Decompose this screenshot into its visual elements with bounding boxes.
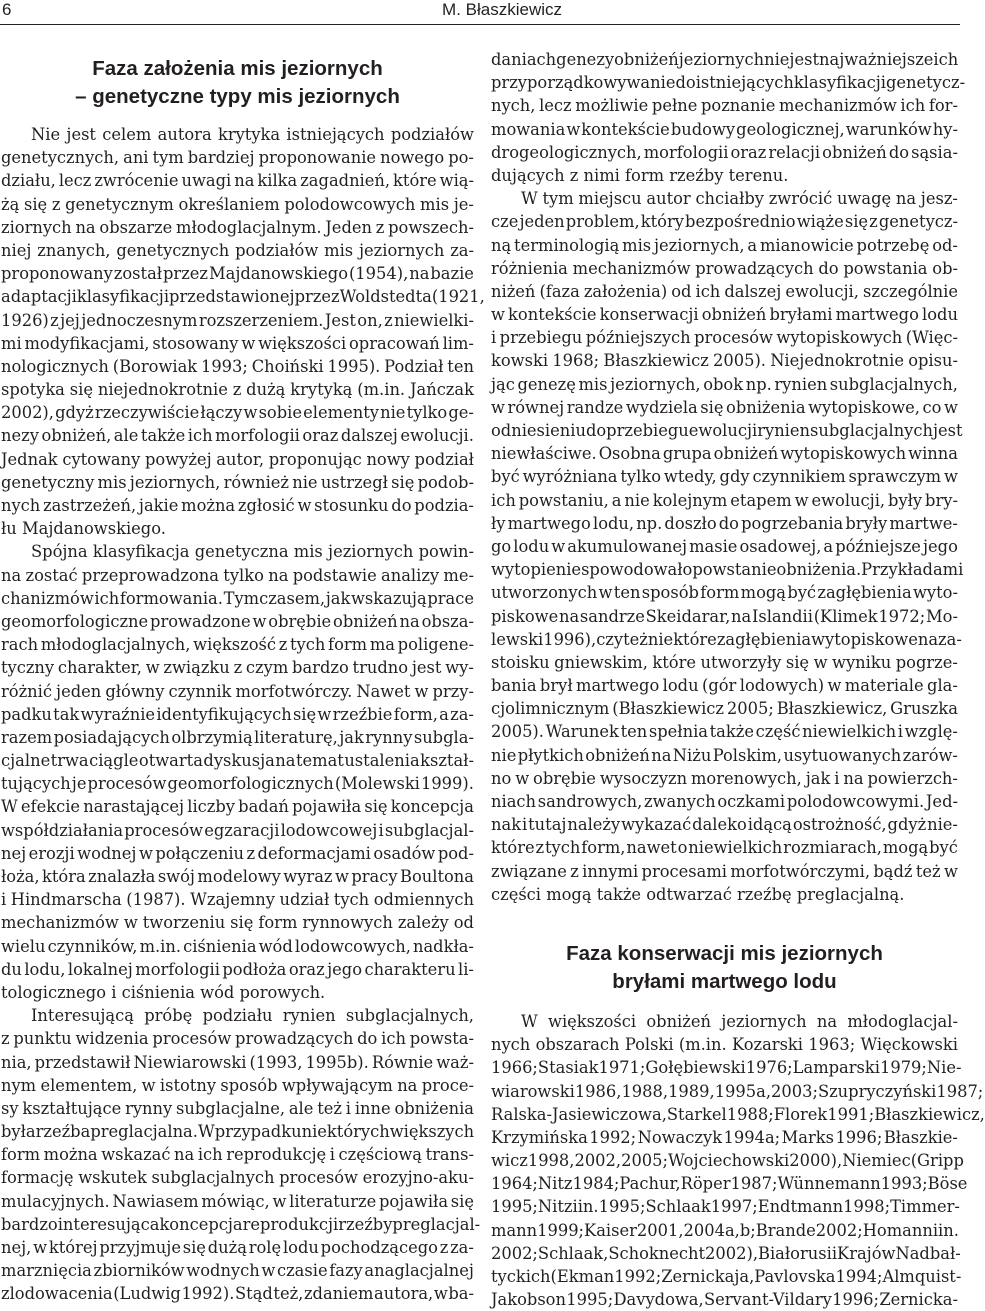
text-line: wielu czynników, m.in. ciśnienia wód lodowcowych, nadkła-: [1, 936, 474, 956]
text-line: razem posiadających olbrzymią literaturę, jak rynny subgla-: [1, 727, 474, 747]
text-line: Jakobson 1995; Davydowa, Servant-Vildary 1996; Zernicka-: [491, 1290, 958, 1310]
text-line: kowski 1968; Błaszkiewicz 2005). Niejednokrotnie opisu-: [491, 351, 958, 371]
text-line: które z tych form, nawet o niewielkich rozmiarach, mogą być: [491, 838, 958, 858]
text-line: związane z innymi procesami morfotwórczymi, bądź też w: [491, 861, 958, 881]
text-line: tujących je procesów geomorfologicznych (Molewski 1999).: [1, 774, 474, 794]
heading-line: – genetyczne typy mis jeziornych: [75, 85, 400, 108]
text-line: dujących z nimi form rzeźby terenu.: [491, 165, 789, 185]
text-line: tyczny charakter, w związku z czym bardzo trudno jest wy-: [1, 658, 474, 678]
text-line: cze jeden problem, który bezpośrednio wiąże się z genetycz-: [491, 212, 958, 232]
text-line: W efekcie narastającej liczby badań pojawiła się koncepcja: [1, 797, 474, 817]
text-line: tologicznego i ciśnienia wód porowych.: [1, 982, 326, 1002]
text-line: zlodowacenia (Ludwig 1992). Stąd też, zdaniem autora, w ba-: [1, 1284, 474, 1304]
text-line: go lodu w akumulowanej masie osadowej, a późniejsze jego: [491, 536, 958, 556]
text-line: niżeń (faza założenia) od ich dalszej ewolucji, szczególnie: [491, 281, 958, 301]
text-line: Nie jest celem autora krytyka istniejących podziałów: [31, 125, 474, 144]
text-line: 1995; Nitz i in. 1995; Schlaak 1997; Endtmann 1998; Timmer-: [491, 1197, 960, 1217]
text-line: i przebiegu późniejszych procesów wytopiskowych (Więc-: [491, 328, 958, 348]
text-line: nym elementem, w istotny sposób wpływającym na proce-: [1, 1075, 474, 1095]
text-line: utworzonych w ten sposób form mogą być zagłębienia wyto-: [491, 583, 958, 603]
text-line: lewski 1996), czy też niektóre zagłębienia wytopiskowe na za-: [491, 629, 962, 649]
text-line: genetycznych, ani tym bardziej proponowanie nowego po-: [1, 148, 474, 168]
text-line: 1926) z jej jednoczesnym rozszerzeniem. Jest on, z niewielki-: [1, 310, 474, 330]
text-line: nej, w której przyjmuje się dużą rolę lodu pochodzącego z za-: [1, 1238, 474, 1257]
text-line: chanizmów ich formowania. Tymczasem, jak wskazują prace: [1, 588, 474, 608]
text-line: 1964; Nitz 1984; Pachur, Röper 1987; Wünnemann 1993; Böse: [491, 1174, 968, 1194]
text-line: nych obszarach Polski (m.in. Kozarski 1963; Więckowski: [491, 1035, 958, 1055]
right-body-text-bottom: [491, 1010, 985, 1311]
text-line: różnić jeden główny czynnik morfotwórczy. Nawet w przy-: [1, 681, 474, 701]
text-line: w kontekście konserwacji obniżeń bryłami martwego lodu: [491, 305, 958, 325]
text-line: niej znanych, genetycznych podziałów mis jeziornych za-: [1, 240, 474, 260]
text-line: przyporządkowywanie do istniejących klasyfikacji genetycz-: [491, 73, 966, 93]
text-line: mann 1999; Kaiser 2001, 2004a, b; Brande 2002; Homann i in.: [491, 1220, 959, 1240]
text-line: stoisku gniewskim, które utworzyły się w wyniku pogrze-: [491, 652, 958, 672]
left-body-text: [1, 123, 485, 1306]
text-line: sy kształtujące rynny subglacjalne, ale też i inne obniżenia: [1, 1098, 474, 1118]
text-line: proponowany został przez Majdanowskiego (1954), na bazie: [1, 264, 474, 284]
text-line: 2002), gdyż rzeczywiście łączy w sobie elementy nie tylko ge-: [1, 403, 474, 423]
text-line: była rzeźba preglacjalna. W przypadku niektórych większych: [1, 1122, 475, 1142]
text-line: być wyróżniana tylko wtedy, gdy czynnikiem sprawczym w: [491, 467, 958, 487]
text-line: geomorfologiczne prowadzone w obrębie obniżeń na obsza-: [1, 611, 474, 631]
text-line: Ralska-Jasiewiczowa, Starkel 1988; Florek 1991; Błaszkiewicz,: [491, 1104, 985, 1124]
text-line: ziornych na obszarze młodoglacjalnym. Jeden z powszech-: [1, 217, 474, 237]
text-line: rach młodoglacjalnych, większość z tych form ma poligene-: [1, 635, 474, 655]
text-line: daniach genezy obniżeń jeziornych nie jest najważniejsze ich: [491, 50, 959, 69]
text-line: nej erozji wodnej w połączeniu z deformacjami osadów pod-: [1, 843, 474, 863]
text-line: W tym miejscu autor chciałby zwrócić uwagę na jesz-: [521, 189, 958, 209]
text-line: na zostać przeprowadzona tylko na podstawie analizy me-: [1, 565, 474, 585]
text-line: z punktu widzenia procesów prowadzących do ich powsta-: [1, 1029, 474, 1049]
text-line: 1966; Stasiak 1971; Gołębiewski 1976; Lamparski 1979; Nie-: [491, 1058, 962, 1078]
text-line: niach sandrowych, zwanych oczkami polodowcowymi. Jed-: [491, 792, 958, 811]
text-line: genetyczny mis jeziornych, również nie ustrzegł się podob-: [1, 472, 474, 492]
text-line: odniesieniu do przebiegu ewolucji rynien subglacjalnych jest: [491, 421, 963, 440]
text-line: ły martwego lodu, np. doszło do pogrzebania bryły martwe-: [491, 513, 958, 533]
right-body-text-top: [491, 48, 966, 906]
text-line: nych, lecz możliwie pełne poznanie mechanizmów ich for-: [491, 96, 958, 116]
text-line: du lodu, lokalnej morfologii podłoża oraz jego charakteru li-: [1, 959, 474, 979]
text-line: formację wskutek subglacjalnych procesów erozyjno-aku-: [1, 1168, 474, 1188]
running-head-author: M. Błaszkiewicz: [442, 0, 562, 19]
text-line: cjalne trwa ciągle otwarta dyskusja na temat ustalenia kształ-: [1, 751, 474, 771]
text-line: cjolimnicznym (Błaszkiewicz 2005; Błaszkiewicz, Gruszka: [491, 699, 958, 719]
text-line: nie płytkich obniżeń na Niżu Polskim, usytuowanych zarów-: [491, 745, 958, 765]
text-line: łu Majdanowskiego.: [1, 519, 166, 539]
text-line: piskowe na sandrze Skeidarar, na Islandii (Klimek 1972; Mo-: [491, 606, 958, 626]
text-line: Interesującą próbę podziału rynien subglacjalnych,: [31, 1006, 474, 1026]
text-line: no w obrębie wysoczyzn morenowych, jak i na powierzch-: [491, 768, 958, 788]
text-line: mowania w kontekście budowy geologicznej, warunków hy-: [491, 119, 958, 139]
section-heading-dead-ice-conservation: [491, 940, 958, 996]
heading-line: bryłami martwego lodu: [612, 969, 837, 993]
text-line: mulacyjnych. Nawiasem mówiąc, w literaturze pojawiła się: [1, 1191, 474, 1211]
text-line: Jednak cytowany powyżej autor, proponując nowy podział: [1, 449, 474, 469]
left-column: [1, 46, 485, 1306]
text-line: ich powstaniu, a nie kolejnym etapem w ewolucji, były bry-: [491, 490, 958, 510]
text-line: różnienia mechanizmów prowadzących do powstania ob-: [491, 258, 958, 278]
text-line: działu, lecz zwrócenie uwagi na kilka zagadnień, które wią-: [1, 171, 474, 191]
text-line: Krzymińska 1992; Nowaczyk 1994a; Marks 1996; Błaszkie-: [491, 1127, 958, 1147]
text-line: wiarowski 1986, 1988, 1989, 1995a, 2003; Szupryczyński 1987;: [491, 1081, 984, 1101]
text-line: drogeologicznych, morfologii oraz relacji obniżeń do sąsia-: [491, 142, 958, 162]
text-line: wytopienie spowodowało powstanie obniżenia. Przykładami: [491, 560, 964, 580]
text-line: mechanizmów w tworzeniu się form rynnowych zależy od: [1, 913, 474, 933]
right-column: [491, 48, 985, 1311]
text-line: 2005). Warunek ten spełnia także część niewielkich i wzglę-: [491, 722, 958, 742]
heading-line: Faza założenia mis jeziornych: [92, 57, 383, 80]
text-line: 2002; Schlaak, Schoknecht 2002), Białorusi i Krajów Nadbał-: [491, 1243, 961, 1263]
text-line: nak i tutaj należy wykazać daleko idącą ostrożność, gdyż nie-: [491, 815, 958, 835]
text-line: nologicznych (Borowiak 1993; Choiński 1995). Podział ten: [1, 356, 474, 376]
text-line: spotyka się niejednokrotnie z dużą krytyką (m.in. Jańczak: [1, 380, 474, 400]
text-line: i Hindmarscha (1987). Wzajemny udział tych odmiennych: [1, 890, 474, 910]
section-heading-lake-basin-genesis: [1, 55, 474, 111]
text-line: żą się z genetycznym określaniem polodowcowych mis je-: [1, 194, 474, 214]
text-line: Spójna klasyfikacja genetyczna mis jeziornych powin-: [31, 542, 474, 562]
running-header: [0, 0, 960, 25]
text-line: nia, przedstawił Niewiarowski (1993, 1995b). Równie waż-: [1, 1052, 474, 1072]
text-line: mi modyfikacjami, stosowany w większości opracowań lim-: [1, 333, 474, 353]
text-line: łoża, która znalazła swój modelowy wyraz w pracy Boultona: [1, 867, 474, 886]
page-number: 6: [2, 0, 12, 19]
text-line: marznięcia zbiorników wodnych w czasie fazy anaglacjalnej: [1, 1261, 474, 1281]
text-line: ną terminologią mis jeziornych, a mianowicie potrzebę od-: [491, 235, 958, 255]
text-line: nych zastrzeżeń, jakie można zgłosić w stosunku do podzia-: [1, 496, 474, 515]
text-line: form można wskazać na ich reprodukcję i częściową trans-: [1, 1145, 474, 1165]
text-line: współdziałania procesów egzaracji lodowcowej i subglacjal-: [1, 820, 474, 840]
text-line: niewłaściwe. Osobna grupa obniżeń wytopiskowych winna: [491, 444, 958, 464]
text-line: tyckich (Ekman 1992; Zernickaja, Pavlovska 1994; Almquist-: [491, 1267, 962, 1286]
heading-line: Faza konserwacji mis jeziornych: [566, 941, 883, 965]
text-line: części mogą także odtwarzać rzeźbę preglacjalną.: [491, 884, 905, 904]
text-line: bardzo interesująca koncepcja reprodukcji rzeźby preglacjal-: [1, 1214, 481, 1234]
text-line: padku tak wyraźnie identyfikujących się w rzeźbie form, a za-: [1, 704, 474, 724]
text-line: w równej randze wydziela się obniżenia wytopiskowe, co w: [491, 397, 958, 417]
text-line: nezy obniżeń, ale także ich morfologii oraz dalszej ewolucji.: [1, 426, 474, 446]
text-line: wicz 1998, 2002, 2005; Wojciechowski 2000), Niemiec (Gripp: [491, 1151, 964, 1171]
text-line: W większości obniżeń jeziornych na młodoglacjal-: [521, 1011, 958, 1031]
text-line: jąc genezę mis jeziornych, obok np. rynien subglacjalnych,: [491, 374, 958, 394]
text-line: adaptacji klasyfikacji przedstawionej przez Woldstedta (1921,: [1, 287, 485, 307]
text-line: bania brył martwego lodu (gór lodowych) w materiale gla-: [491, 676, 958, 696]
